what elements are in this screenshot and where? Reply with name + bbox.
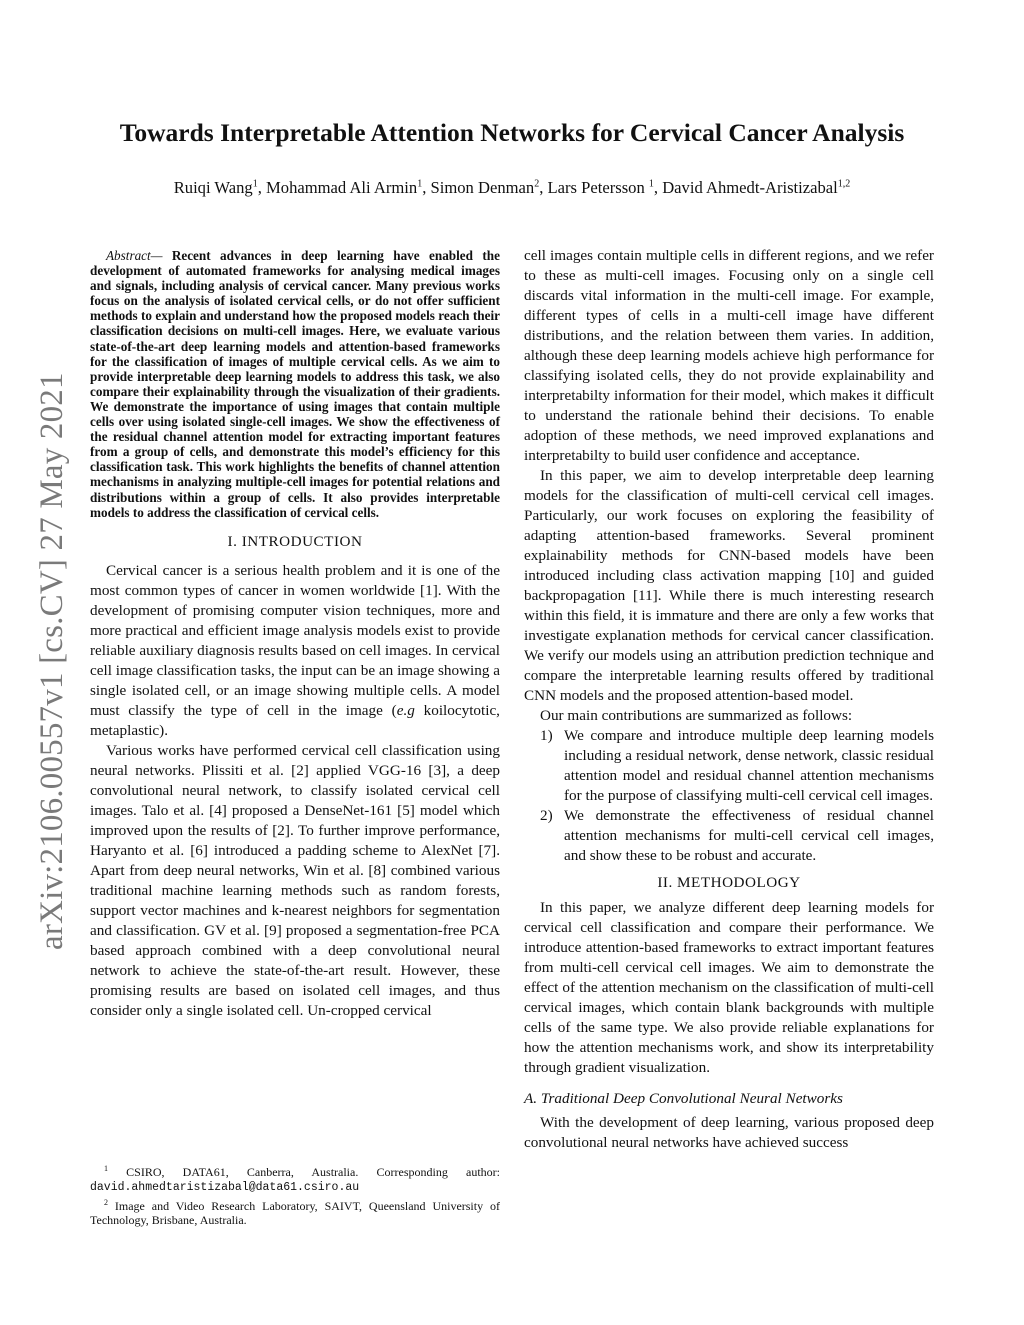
author-separator: , (257, 178, 267, 197)
section-heading-methodology: II. METHODOLOGY (657, 874, 801, 891)
author-affiliation: 1 (417, 178, 423, 190)
abstract-lead: Abstract— (106, 248, 163, 263)
list-item-text: We compare and introduce multiple deep learning models including a residual network, dense network, classic residual attention model and residual channel attention mechanisms for the purpose of classifying multi-cell cervical cell images. (564, 727, 934, 804)
intro-p1-italic: e.g (396, 701, 415, 719)
footnote-mark: 2 (104, 1197, 108, 1207)
author-affiliation: 2 (534, 178, 540, 190)
author-affiliation: 1 (252, 178, 258, 190)
paper-title: Towards Interpretable Attention Networks for Cervical Cancer Analysis (119, 118, 905, 147)
intro-p1-tail: koilocytotic, metaplastic). (90, 701, 500, 739)
author-separator: , (539, 178, 548, 197)
author: Simon Denman (430, 178, 535, 197)
section-heading-introduction: I. INTRODUCTION (227, 532, 363, 550)
list-item (524, 806, 934, 866)
contributions-list (524, 726, 934, 866)
intro-paragraph-4: In this paper, we aim to develop interpretable deep learning models for the classification of multi-cell cervical cell images. Particularly, our work focuses on exploring the feasibility of adapting attention-based frameworks. Several prominent explainability methods for CNN-based models have been introduced including class activation mapping [10] and guided backpropagation [11]. While there is much interesting research within this field, it is immature and there are only a few works that investigate explanation methods for cervical cancer classification. We verify our models using an attribution prediction technique and compare the interpretable learning results offered by traditional CNN models and the proposed attention-based model. (524, 467, 934, 704)
left-column (90, 248, 500, 1021)
methodology-paragraph-1: In this paper, we analyze different deep learning models for cervical cell classification and compare their performance. We introduce attention-based frameworks to extract important features from multi-cell cervical cell images. We aim to demonstrate the effect of the attention mechanism on the classification of multi-cell cervical images, which contain blank backgrounds with multiple cells of the same type. We also provide reliable explanations for how the attention mechanisms work, and show its interpretability through gradient visualization. (524, 899, 934, 1076)
list-number: 2) (540, 807, 553, 824)
intro-paragraph-1 (90, 561, 500, 741)
intro-paragraph-2: Various works have performed cervical cell classification using neural networks. Plissiti et al. [2] applied VGG-16 [3], a deep convolutional neural network, to classify isolated cervical cell images. Talo et al. [4] proposed a DenseNet-161 [5] model which improved upon the results of [2]. To further improve performance, Haryanto et al. [6] introduced a padding scheme to AlexNet [7]. Apart from deep neural networks, Win et al. [8] combined various traditional machine learning methods such as random forests, support vector machines and k-nearest neighbors for segmentation and classification. GV et al. [9] proposed a segmentation-free PCA based approach combined with a deep convolutional neural network to achieve the state-of-the-art result. However, these promising results are based on isolated cell images, and thus consider only a single isolated cell. Un-cropped cervical (90, 741, 500, 1019)
author: Lars Petersson (547, 178, 649, 197)
abstract-text: Recent advances in deep learning have enabled the development of automated frameworks for analysing medical images and signals, including analysis of cervical cancer. Many previous works focus on the analysis of isolated cervical cells, or do not offer sufficient methods to explain and understand how the proposed models reach their classification decisions on multi-cell images. Here, we evaluate various state-of-the-art deep learning models and attention-based frameworks for the classification of images of multiple cervical cells. As we aim to provide interpretable deep learning models to address this task, we also compare their explainability through the visualization of their gradients. We demonstrate the importance of using images that contain multiple cells over using isolated single-cell images. We show the effectiveness of the residual channel attention model for extracting important features from a group of cells, and demonstrate this model’s efficiency for this classification task. This work highlights the benefits of channel attention mechanisms in analyzing multiple-cell images for potential relations and distributions within a group of cells. It also provides interpretable models to address the classification of cervical cells. (90, 248, 500, 520)
intro-paragraph-3: cell images contain multiple cells in different regions, and we refer to these as multi-cell images. Focusing only on a single cell discards vital information in the multi-cell image. For example, different types of cells in a multi-cell image have different distributions, and the relation between them varies. In addition, although these deep learning models achieve high performance for classifying isolated cells, they do not provide explainability and interpretabilty information for their model, which makes it difficult to understand the rationale behind their decisions. To enable adoption of these methods, we need improved explanations and interpretabilty to build user confidence and acceptance. (524, 247, 934, 464)
list-item (524, 726, 934, 806)
author-list (0, 178, 1024, 198)
footnotes (90, 1162, 500, 1228)
author: Ruiqi Wang (173, 178, 253, 197)
author: David Ahmedt-Aristizabal (662, 178, 838, 197)
subsection-heading-a: A. Traditional Deep Convolutional Neural Networks (524, 1090, 843, 1107)
author-affiliation: 1 (648, 178, 654, 190)
arxiv-identifier: arXiv:2106.00557v1 [cs.CV] 27 May 2021 (34, 372, 70, 950)
contributions-intro: Our main contributions are summarized as follows: (540, 707, 853, 724)
corresponding-email[interactable]: david.ahmedtaristizabal@data61.csiro.au (90, 1181, 360, 1195)
subsection-a-paragraph-1: With the development of deep learning, various proposed deep convolutional neural networks have achieved success (524, 1114, 934, 1151)
footnote-2-text: Image and Video Research Laboratory, SAIVT, Queensland University of Technology, Brisbane, Australia. (90, 1198, 500, 1228)
intro-p1-text: Cervical cancer is a serious health problem and it is one of the most common types of cancer in women worldwide [1]. With the development of promising computer vision techniques, more and more practical and efficient image analysis models exist to provide reliable auxiliary diagnosis results based on cell images. In cervical cell image classification tasks, the input can be an image showing a single isolated cell, or an image showing multiple cells. A model must classify the type of cell in the image ( (90, 561, 500, 719)
list-number: 1) (540, 727, 553, 744)
right-column (524, 246, 934, 1153)
author: Mohammad Ali Armin (266, 178, 418, 197)
author-separator: , (422, 178, 431, 197)
footnote-1 (90, 1162, 500, 1196)
author-separator: , (653, 178, 663, 197)
abstract (90, 248, 500, 520)
author-affiliation: 1,2 (837, 178, 851, 190)
footnote-mark: 1 (104, 1164, 108, 1173)
list-item-text: We demonstrate the effectiveness of residual channel attention mechanisms for multi-cell cervical cell images, and show these to be robust and accurate. (564, 807, 934, 864)
footnote-1-text: CSIRO, DATA61, Canberra, Australia. Corresponding author: (108, 1165, 500, 1179)
footnote-2 (90, 1196, 500, 1228)
